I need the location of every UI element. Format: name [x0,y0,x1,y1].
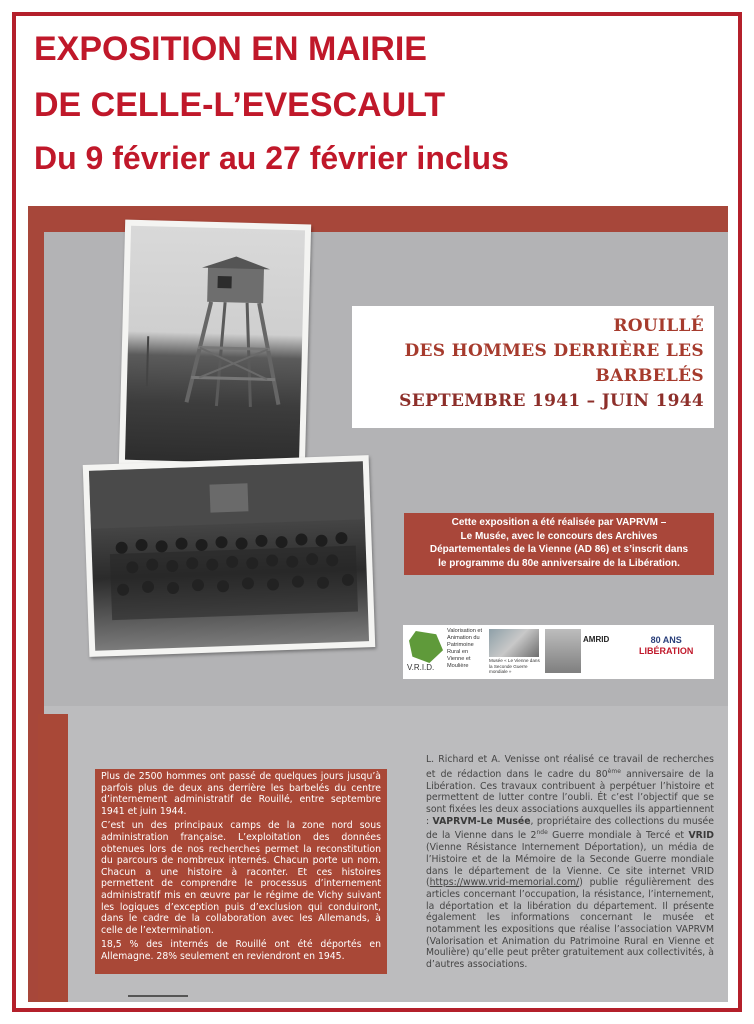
text-run: ) publie régulièrement des articles concernant l’occupation, la résistance, l’internement, la déportation et la libération du département. Il présente également les informations concernant le musée et notamment les expositions que réalise l’association VAPRVM (Valorisation et Animation du Patrimoine Rural en Vienne et Moulière) qu’elle peut prêter gratuitement aux collectivités, à d’autres associations. [426,877,714,971]
exhibition-title-line1: EXPOSITION EN MAIRIE [34,30,427,68]
vrid-name: VRID [688,830,714,842]
authors-text [426,754,714,990]
museum-building-icon [489,629,539,657]
intro-paragraph: Plus de 2500 hommes ont passé de quelques jours jusqu’à parfois plus de deux ans derrière les barbelés du centre d’internement administratif de Rouillé, entre septembre 1941 et juin 1944. [101,771,381,817]
vrid-word: Valorisation et [447,628,483,634]
poster-title-line1: ROUILLÉ [613,316,704,336]
vrid-word: Patrimoine [447,642,474,648]
vienne-map-icon [409,631,443,663]
musee-caption: Musée « Le Vienne dans la Seconde Guerre mondiale » [489,658,540,674]
barbed-wire-icon [545,629,581,673]
watchtower-photo [119,220,311,471]
80-ans-text [639,635,693,657]
credit-line4: le programme du 80e anniversaire de la Libération. [438,557,680,569]
internees-group-photo [83,455,376,657]
superscript: nde [536,829,548,837]
vrid-logo [405,627,485,677]
credit-line1: Cette exposition a été réalisée par VAPRVM – [451,517,667,528]
amrid-logo [543,627,613,677]
intro-text-box [95,769,387,974]
vaprvm-name: VAPRVM-Le Musée [432,815,531,827]
text-run: , propriétaire des collections du musée de la Vienne dans le 2 [426,815,714,842]
poster-title-line2: DES HOMMES DERRIÈRE LES [404,341,704,361]
internees-group-image [89,461,369,650]
partner-logos [403,625,714,679]
text-run: L. Richard et A. Venisse ont réalisé ce travail de recherches et de rédaction dans le cadre du 80 [426,754,714,780]
watchtower-drawing [125,226,305,464]
amrid-label: AMRID [583,635,610,644]
credit-line3: Départementales de la Vienne (AD 86) et s’inscrit dans [429,544,689,555]
credit-line2: Le Musée, avec le concours des Archives [460,530,658,542]
poster-title-box [352,306,714,428]
poster-title-line3: BARBELÉS [595,366,704,386]
vrid-word: Vienne et [447,656,471,662]
vrid-word: Animation du [447,635,480,641]
intro-paragraph: C’est un des principaux camps de la zone nord sous administration française. L’exploitation des données obtenues lors de nos recherches permet la reconstitution du parcours de nombreux internés. Chacun porte un nom. Chacun a une histoire à raconter. Et ces histoires permettent de comprendre le processus d’internement administratif mis en œuvre par le régime de Vichy suivant les logiques d’exception puis d’exclusion qui conduiront, dans le cadre de la collaboration avec les Allemands, à celle de l’extermination. [101,820,381,936]
credit-box [404,513,714,575]
exhibition-dates: Du 9 février au 27 février inclus [34,140,509,176]
80-ans-liberation-logo [617,627,711,677]
exhibition-title-line2: DE CELLE-L’EVESCAULT [34,86,446,124]
poster-title-dates: SEPTEMBRE 1941 – JUIN 1944 [399,391,704,411]
intro-paragraph: 18,5 % des internés de Rouillé ont été déportés en Allemagne. 28% seulement en reviendront en 1945. [101,939,381,962]
vrid-website-link[interactable]: https://www.vrid-memorial.com/ [429,877,580,889]
watchtower-image [125,226,305,464]
text-run: Guerre mondiale à Tercé et [547,830,689,842]
80-ans-line2: LIBÉRATION [639,646,694,656]
authors-paragraph [426,754,714,971]
superscript: ème [607,767,621,775]
group-drawing [89,461,369,650]
text-run: (Vienne Résistance Internement Déportation), un média de l’Histoire et de la Mémoire de la Seconde Guerre mondiale dans le département de la Vienne. Ce site internet VRID ( [426,842,714,889]
page-mark [128,995,188,997]
poster-lower-strip [38,714,68,1002]
80-ans-line1: 80 ANS [650,635,682,645]
musee-logo [487,627,541,677]
vrid-word: Moulière [447,663,469,669]
vrid-words [447,628,482,670]
vrid-word: Rural en [447,649,469,655]
text-run: anniversaire de la Libération. Ces travaux contribuent à perpétuer l’histoire et permettent de lutter contre l’oubli. Ét c’est l’objectif que se sont fixées les deux associations auxquelles ils appartiennent : [426,768,715,827]
vrid-label: V.R.I.D. [407,663,435,672]
